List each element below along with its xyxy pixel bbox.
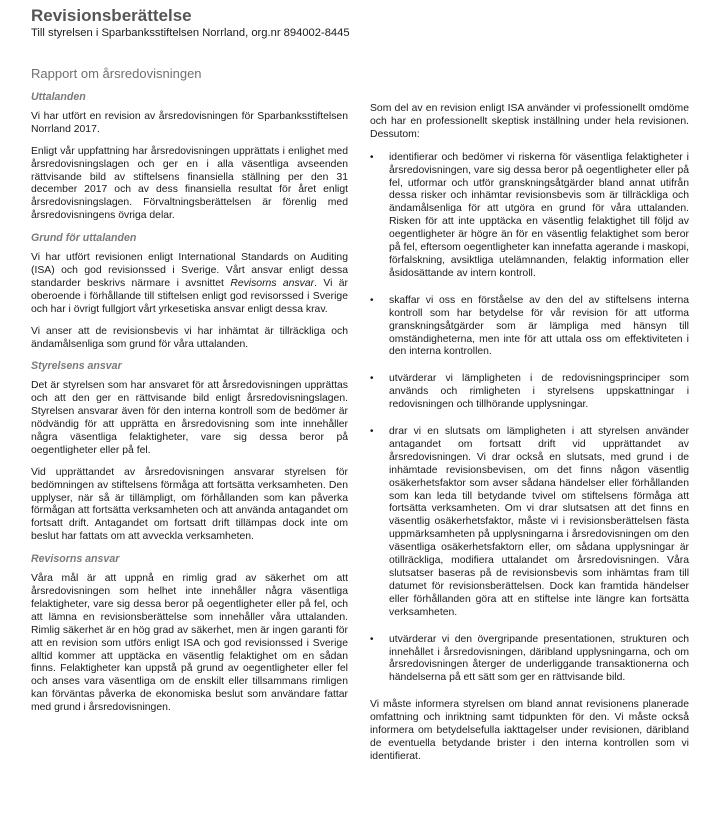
list-item-text: drar vi en slutsats om lämpligheten i att styrelsen använder antagandet om fortsatt drift vid upprättandet av årsredovisningen. Vi drar också en slutsats, med grund i de inhämtade revisionsbevisen, om det finns någon väsentlig osäkerhetsfaktor som avser sådana händelser eller förhållanden som kan leda till betydande tvivel om stiftelsens förmåga att fortsätta verksamheten. Om vi drar slutsatsen att det finns en väsentlig osäkerhetsfaktor, måste vi i revisionsberättelsen fästa uppmärksamheten på upplysningarna i årsredovisningen om den väsentliga osäkerhetsfaktorn eller, om sådana upplysningar är otillräckliga, modifiera uttalandet om årsredovisningen. Våra slutsatser baseras på de revisionsbevis som inhämtas fram till datumet för revisionsberättelsen. Dock kan framtida händelser eller förhållanden göra att en stiftelse inte längre kan fortsätta verksamheten.	[389, 426, 689, 618]
list-item-text: skaffar vi oss en förståelse av den del av stiftelsens interna kontroll som har betydelse för vår revision för att utforma granskningsåtgärder som är lämpliga med hänsyn till omständigheterna, men inte för att uttala oss om effektiviteten i den interna kontrollen.	[389, 294, 689, 358]
section-heading-uttalanden: Uttalanden	[31, 91, 86, 103]
paragraph	[31, 252, 348, 317]
right-column	[370, 103, 689, 774]
emphasis-revisorns-ansvar: Revisorns ansvar	[230, 277, 315, 289]
left-column	[31, 91, 348, 724]
bullet-icon: •	[370, 151, 374, 163]
section-heading-grund: Grund för uttalanden	[31, 232, 137, 245]
text-run: . Vi är oberoende i förhållande till stiftelsen enligt god revisorssed i Sverige och har i övrigt fullgjort vårt yrkesetiska ansvar enligt dessa krav.	[31, 277, 348, 315]
bullet-icon: •	[370, 633, 374, 645]
paragraph: Som del av en revision enligt ISA använder vi professionellt omdöme och har en professionellt skeptisk inställning under hela revisionen. Dessutom:	[370, 103, 689, 140]
paragraph: Vi anser att de revisionsbevis vi har inhämtat är tillräckliga och ändamålsenliga som grund för våra uttalanden.	[31, 325, 348, 350]
bullet-icon: •	[370, 373, 374, 385]
bullet-icon: •	[370, 294, 374, 306]
section-heading-revisorns-ansvar: Revisorns ansvar	[31, 553, 120, 566]
list-item	[370, 295, 689, 360]
paragraph: Vi måste informera styrelsen om bland annat revisionens planerade omfattning och inriktning samt tidpunkten för den. Vi måste också informera om betydelsefulla iakttagelser under revisionen, däribland de eventuella betydande brister i den interna kontrollen som vi identifierat.	[370, 699, 689, 762]
list-item-text: identifierar och bedömer vi riskerna för väsentliga felaktigheter i årsredovisningen, vare sig dessa beror på oegentligheter eller på fel, utformar och utför granskningsåtgärder bland annat utifrån dessa risker och inhämtar revisionsbevis som är tillräckliga och ändamålsenliga för att utgöra en grund för våra uttalanden. Risken för att inte upptäcka en väsentlig felaktighet till följd av oegentligheter är högre än för en väsentlig felaktighet som beror på fel, eftersom oegentligheter kan innefatta agerande i maskopi, förfalskning, avsiktliga utelämnanden, felaktig information eller åsidosättande av intern kontroll.	[389, 151, 689, 279]
report-heading: Rapport om årsredovisningen	[31, 66, 202, 81]
list-item	[370, 373, 689, 412]
section-heading-styrelsens-ansvar: Styrelsens ansvar	[31, 360, 122, 373]
paragraph: Vid upprättandet av årsredovisningen ansvarar styrelsen för bedömningen av stiftelsens förmåga att fortsätta verksamheten. Den upplyser, när så är tillämpligt, om förhållanden som kan påverka förmågan att fortsätta verksamheten och att använda antagandet om fortsatt drift. Antagandet om fortsatt drift tillämpas dock inte om beslut har fattats om att avveckla verksamheten.	[31, 466, 348, 543]
list-item	[370, 634, 689, 686]
paragraph: Det är styrelsen som har ansvaret för att årsredovisningen upprättas och att den ger en rättvisande bild enligt årsredovisningslagen. Styrelsen ansvarar även för den interna kontroll som de bedömer är nödvändig för att upprätta en årsredovisning som inte innehåller några väsentliga felaktigheter, vare sig dessa beror på oegentligheter eller på fel.	[31, 380, 348, 456]
list-item-text: utvärderar vi den övergripande presentationen, strukturen och innehållet i årsredovisningen, däribland upplysningarna, och om årsredovisningen återger de underliggande transaktionerna och händelserna på ett sätt som ger en rättvisande bild.	[389, 633, 689, 684]
bullet-icon: •	[370, 426, 374, 438]
text-run: Vi har utfört revisionen enligt International Standards on Auditing (ISA) och god revisionssed i Sverige. Vårt ansvar enligt dessa standarder beskrivs närmare i avsnittet	[31, 252, 348, 289]
bullet-list	[370, 152, 689, 686]
list-item-text: utvärderar vi lämpligheten i de redovisningsprinciper som används och rimligheten i styrelsens uppskattningar i redovisningen och tillhörande upplysningar.	[389, 373, 689, 411]
paragraph: Vi har utfört en revision av årsredovisningen för Sparbanksstiftelsen Norrland 2017.	[31, 110, 348, 135]
list-item	[370, 426, 689, 620]
paragraph: Enligt vår uppfattning har årsredovisningen upprättats i enlighet med årsredovisningslagen och ger en i alla väsentliga avseenden rättvisande bild av stiftelsens finansiella ställning per den 31 december 2017 och av dess finansiella resultat för året enligt årsredovisningslagen. Förvaltningsberättelsen är förenlig med årsredovisningens övriga delar.	[31, 145, 348, 222]
document-title: Revisionsberättelse	[31, 6, 192, 25]
document-subtitle: Till styrelsen i Sparbanksstiftelsen Norrland, org.nr 894002-8445	[31, 27, 350, 39]
list-item	[370, 152, 689, 281]
paragraph: Våra mål är att uppnå en rimlig grad av säkerhet om att årsredovisningen som helhet inte innehåller några väsentliga felaktigheter, vare sig dessa beror på oegentligheter eller på fel, och att lämna en revisionsberättelse som innehåller våra uttalanden. Rimlig säkerhet är en hög grad av säkerhet, men är ingen garanti för att en revision som utförs enligt ISA och god revisionssed i Sverige alltid kommer att upptäcka en väsentlig felaktighet om en sådan finns. Felaktigheter kan uppstå på grund av oegentligheter eller fel och anses vara väsentliga om de enskilt eller tillsammans rimligen kan förväntas påverka de ekonomiska beslut som användare fattar med grund i årsredovisningen.	[31, 573, 348, 714]
